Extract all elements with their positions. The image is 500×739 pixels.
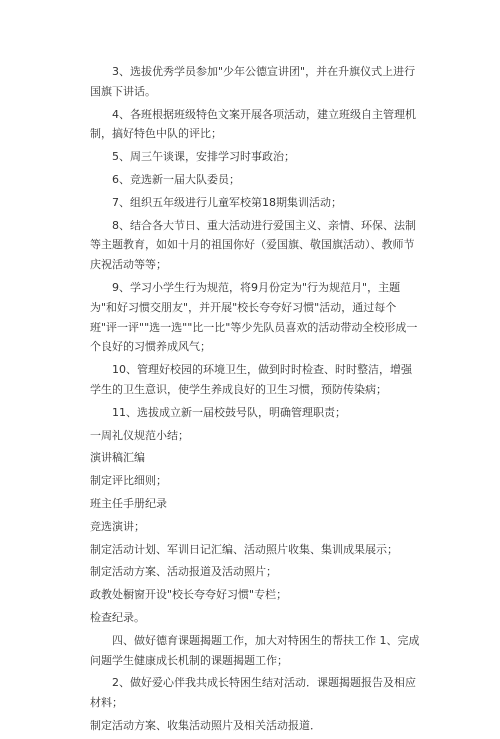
list-item: 制定评比细则； xyxy=(90,474,167,488)
paragraph-10: 10、管理好校园的环境卫生，做到时时检查、时时整洁，增强学生的卫生意识，使学生养成良好的卫生习惯，预防传染病； xyxy=(90,363,412,396)
paragraph-7: 7、组织五年级进行儿童军校第18期集训活动； xyxy=(112,195,342,209)
list-item: 制定活动计划、军训日记汇编、活动照片收集、集训成果展示； xyxy=(90,542,398,556)
paragraph-6: 6、竞选新一届大队委员； xyxy=(112,172,240,186)
paragraph-9: 9、学习小学生行为规范，将9月份定为"行为规范月"，主题为"和好习惯交朋友"，并开展"校长夸夸好习惯"活动，通过每个班"评一评""选一选""比一比"等少先队员喜欢的活动带动全校形成一个良好的习惯养成风气； xyxy=(90,280,418,354)
paragraph-5: 5、周三午谈课，安排学习时事政治； xyxy=(112,150,295,164)
list-item: 演讲稿汇编 xyxy=(90,451,145,465)
paragraph-8: 8、结合各大节日、重大活动进行爱国主义、亲情、环保、法制等主题教育，如如十月的祖国你好（爱国旗、敬国旗活动）、教师节庆祝活动等等； xyxy=(90,218,416,272)
document-body xyxy=(90,62,420,739)
section-4-paragraph: 四、做好德育课题揭题工作，加大对特困生的帮扶工作 1、完成问题学生健康成长机制的课题揭题工作； xyxy=(90,633,420,667)
list-item: 政教处橱窗开设"校长夸夸好习惯"专栏； xyxy=(90,588,288,602)
list-item: 班主任手册纪录 xyxy=(90,496,167,510)
paragraph-4: 4、各班根据班级特色文案开展各项活动，建立班级自主管理机制，搞好特色中队的评比； xyxy=(90,107,416,141)
list-item: 一周礼仪规范小结； xyxy=(90,428,189,442)
paragraph-11: 11、选拔成立新一届校鼓号队，明确管理职责； xyxy=(112,405,346,419)
list-item: 竞选演讲； xyxy=(90,519,145,533)
paragraph-3: 3、选拔优秀学员参加"少年公德宣讲团"，并在升旗仪式上进行国旗下讲话。 xyxy=(90,65,416,98)
list-item: 制定活动方案、活动报道及活动照片； xyxy=(90,565,277,579)
list-item: 检查纪录。 xyxy=(90,610,145,624)
section-4-item-2: 2、做好爱心伴我共成长特困生结对活动．课题揭题报告及相应材料； xyxy=(90,676,416,710)
list-item: 制定活动方案、收集活动照片及相关活动报道． xyxy=(90,718,321,732)
